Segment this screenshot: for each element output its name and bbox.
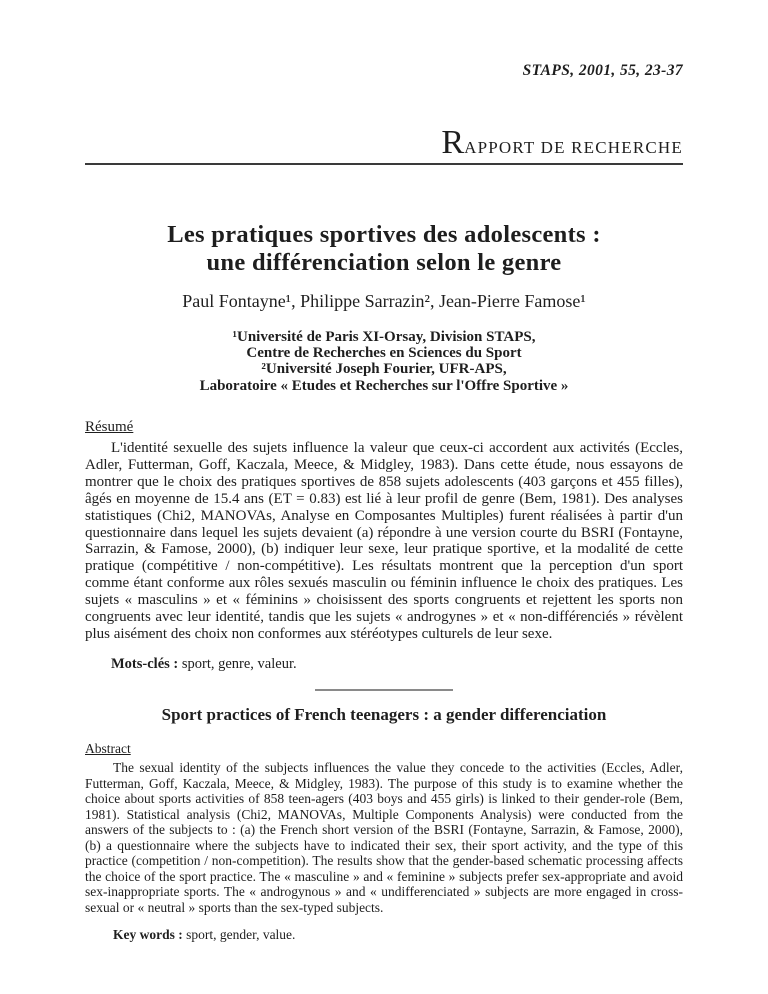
report-banner <box>441 126 683 160</box>
resume-keywords-label: Mots-clés : <box>111 655 179 672</box>
abstract-section <box>85 741 683 943</box>
resume-section <box>85 419 683 673</box>
abstract-keywords-value: sport, gender, value. <box>186 927 296 942</box>
resume-keywords-value: sport, genre, valeur. <box>181 655 297 672</box>
abstract-keywords-line <box>85 927 683 943</box>
report-banner-rest: APPORT DE RECHERCHE <box>464 138 683 157</box>
affiliation-line-3: ²Université Joseph Fourier, UFR-APS, <box>261 361 507 378</box>
header-rule <box>85 163 683 165</box>
affiliation-line-1: ¹Université de Paris XI-Orsay, Division STAPS, <box>232 329 536 345</box>
authors-line: Paul Fontayne¹, Philippe Sarrazin², Jean-Pierre Famose¹ <box>182 291 586 311</box>
article-title-line2: une différenciation selon le genre <box>206 249 562 276</box>
abstract-body: The sexual identity of the subjects influences the value they concede to the activities (Eccles, Adler, Futterman, Goff, Kaczala, Meece, & Midgley, 1983). The purpose of this study is to examine whether the choice about sports activities of 858 teen-agers (403 boys and 455 girls) is linked to their gender-role (Bem, 1981). Statistical analysis (Chi2, MANOVAs, Multiple Components Analysis) were conducted from the answers of the subjects to : (a) the French short version of the BSRI (Fontayne, Sarrazin, & Famose, 2000), (b) a questionnaire where the subjects have to indicated their sex, their sport activity, and the type of this practice (competition / non-competition). The results show that the gender-based schematic processing affects the choice of the sport practice. The « masculine » and « feminine » subjects prefer sex-appropriate and avoid sex-inappropriate sports. The « androgynous » and « undifferenciated » subjects are more engaged in cross-sexual or « neutral » sports than the sex-typed subjects. <box>85 760 683 915</box>
affiliations <box>85 329 683 394</box>
article-title-line1: Les pratiques sportives des adolescents : <box>167 221 601 248</box>
resume-body: L'identité sexuelle des sujets influence la valeur que ceux-ci accordent aux activités (Eccles, Adler, Futterman, Goff, Kaczala, Meece, & Midgley, 1983). Dans cette étude, nous essayons de montrer que le choix des pratiques sportives de 858 sujets adolescents (403 garçons et 455 filles), âgés en moyenne de 15.4 ans (ET = 0.83) est lié à leur profil de genre (Bem, 1981). Des analyses statistiques (Chi2, MANOVAs, Analyse en Composantes Multiples) furent réalisées à partir d'un questionnaire dans lequel les sujets devaient (a) répondre à une version courte du BSRI (Fontayne, Sarrazin, & Famose, 2000), (b) indiquer leur sexe, leur pratique sportive, et la modalité de cette pratique (compétitive / non-compétitive). Les résultats montrent que la perception d'un sport comme étant conforme aux rôles sexués masculin ou féminin influence le choix des pratiques. Les sujets « masculins » et « féminins » choisissent des sports congruents et rejettent les sports non congruents avec leur identité, tandis que les sujets « androgynes » et « non-différenciés » révèlent plus aisément des choix non conformes aux stéréotypes culturels de leur sexe. <box>85 440 683 642</box>
journal-reference: STAPS, 2001, 55, 23-37 <box>522 62 683 79</box>
affiliation-line-2: Centre de Recherches en Sciences du Sport <box>246 345 522 362</box>
article-title <box>85 221 683 277</box>
resume-heading: Résumé <box>85 419 134 435</box>
abstract-keywords-label: Key words : <box>113 927 183 942</box>
section-divider <box>315 689 453 691</box>
abstract-heading: Abstract <box>85 741 131 756</box>
resume-keywords-line <box>85 656 683 673</box>
english-title: Sport practices of French teenagers : a gender differenciation <box>161 705 607 724</box>
affiliation-line-4: Laboratoire « Etudes et Recherches sur l'Offre Sportive » <box>199 377 569 394</box>
report-banner-initial: R <box>441 124 465 161</box>
